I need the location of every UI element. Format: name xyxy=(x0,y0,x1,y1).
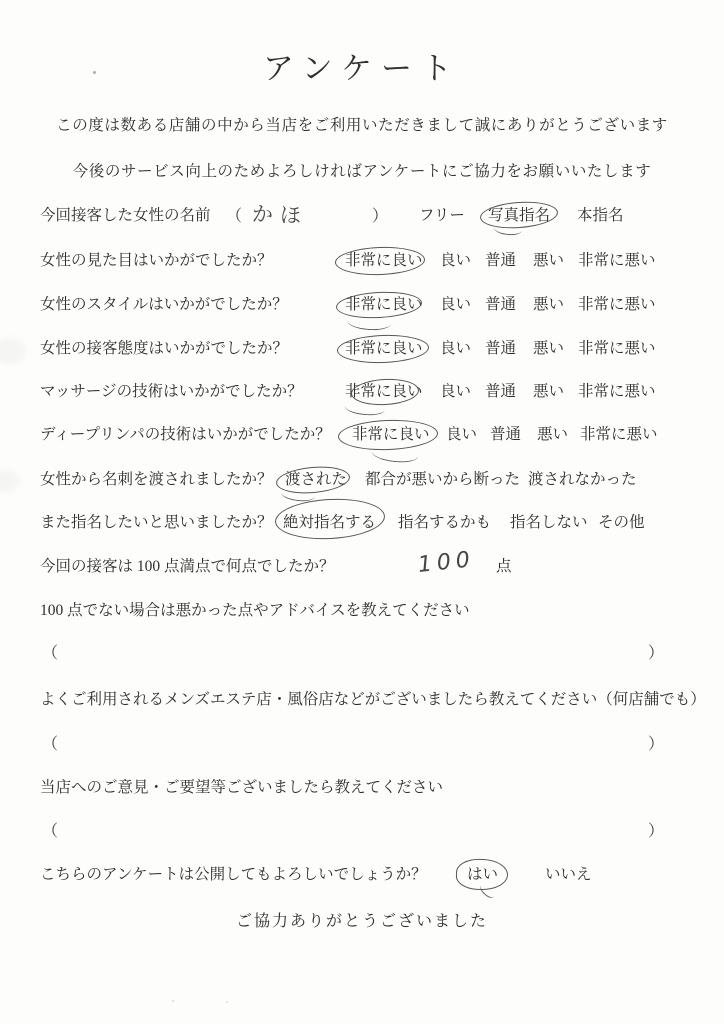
rating-question-label: 女性のスタイルはいかがでしたか？ xyxy=(40,296,288,313)
option-very-good xyxy=(345,383,423,402)
repeat-nomination-question-row xyxy=(0,514,724,540)
close-paren: ） xyxy=(372,208,389,225)
option-very-bad: 非常に悪い xyxy=(580,426,658,443)
handwritten-circle-tail xyxy=(280,486,315,503)
option-good: 良い xyxy=(446,426,478,443)
option-bad: 悪い xyxy=(533,296,565,313)
name-question-label: 今回接客した女性の名前 xyxy=(40,207,211,224)
option-not-received: 渡されなかった xyxy=(528,471,637,488)
option-very-bad: 非常に悪い xyxy=(578,296,656,313)
option-good: 良い xyxy=(440,383,472,400)
option-declined: 都合が悪いから断った xyxy=(365,471,521,488)
scan-artifact-dot xyxy=(226,1001,228,1003)
option-very-good xyxy=(345,340,423,359)
close-paren: ） xyxy=(648,645,665,662)
option-might-nominate: 指名するかも xyxy=(398,514,492,531)
handwritten-circle-tail xyxy=(344,399,385,416)
option-normal: 普通 xyxy=(485,383,517,400)
option-good: 良い xyxy=(440,340,472,357)
option-very-good-label: 非常に良い xyxy=(345,340,423,357)
open-paren: （ xyxy=(42,645,59,662)
option-normal: 普通 xyxy=(485,340,517,357)
rating-question-row xyxy=(0,383,724,409)
option-free: フリー xyxy=(419,207,465,224)
rating-question-row xyxy=(0,252,724,278)
handwritten-score: 100 xyxy=(416,547,477,578)
answer-field-other-shops xyxy=(0,735,724,759)
option-yes-label: はい xyxy=(467,866,499,883)
publish-question-label: こちらのアンケートは公開してもよろしいでしょうか？ xyxy=(40,866,427,883)
score-question-label: 今回の接客は 100 点満点で何点でしたか？ xyxy=(40,558,335,575)
rating-question-label: ディープリンパの技術はいかがでしたか？ xyxy=(40,426,331,443)
option-very-good-label: 非常に良い xyxy=(345,296,423,313)
option-received xyxy=(285,471,347,490)
option-very-bad: 非常に悪い xyxy=(578,340,656,357)
advice-question-label: 100 点でない場合は悪かった点やアドバイスを教えてください xyxy=(40,602,470,619)
option-very-good xyxy=(345,252,423,271)
handwritten-name: かほ xyxy=(251,202,309,228)
option-bad: 悪い xyxy=(533,383,565,400)
rating-question-label: マッサージの技術はいかがでしたか？ xyxy=(40,383,303,400)
option-wont-nominate: 指名しない xyxy=(510,514,588,531)
option-no: いいえ xyxy=(545,866,592,883)
option-definitely-nominate-label: 絶対指名する xyxy=(283,514,377,531)
rating-question-row xyxy=(0,296,724,322)
closing-message: ご協力ありがとうございました xyxy=(235,913,488,930)
option-bad: 悪い xyxy=(533,252,565,269)
option-very-good-label: 非常に良い xyxy=(345,252,423,269)
rating-question-row xyxy=(0,426,724,452)
option-very-good xyxy=(345,296,423,315)
option-bad: 悪い xyxy=(533,340,565,357)
business-card-question-row xyxy=(0,471,724,497)
option-very-bad: 非常に悪い xyxy=(578,252,656,269)
option-photo-nomination-label: 写真指名 xyxy=(488,207,551,224)
option-real-nomination: 本指名 xyxy=(577,207,624,224)
option-very-good-label: 非常に良い xyxy=(352,426,430,443)
close-paren: ） xyxy=(648,823,665,840)
name-question-row xyxy=(0,202,724,233)
option-very-bad: 非常に悪い xyxy=(578,383,656,400)
option-yes xyxy=(467,866,498,885)
handwritten-circle-tail xyxy=(346,312,391,331)
rating-question-label: 女性の接客態度はいかがでしたか？ xyxy=(40,340,289,357)
rating-question-label: 女性の見た目はいかがでしたか？ xyxy=(40,252,273,269)
handwritten-circle-tail xyxy=(371,444,418,465)
open-paren: （ xyxy=(42,823,59,840)
repeat-nomination-question-label: また指名したいと思いましたか？ xyxy=(40,514,273,531)
feedback-question-label: 当店へのご意見・ご要望等ございましたら教えてください xyxy=(40,779,444,796)
answer-field-advice xyxy=(0,644,724,668)
option-good: 良い xyxy=(440,296,472,313)
open-paren: （ xyxy=(226,208,243,225)
option-photo-nomination xyxy=(488,207,550,226)
option-very-good xyxy=(352,426,430,445)
close-paren: ） xyxy=(648,736,665,753)
open-paren: （ xyxy=(42,736,59,753)
option-good: 良い xyxy=(440,252,472,269)
intro-line-1: この度は数ある店舗の中から当店をご利用いただきまして誠にありがとうございます xyxy=(56,117,668,134)
option-very-good-label: 非常に良い xyxy=(345,383,423,400)
rating-question-row xyxy=(0,340,724,366)
option-definitely-nominate xyxy=(283,514,376,533)
publish-question-row xyxy=(0,866,724,894)
intro-line-2: 今後のサービス向上のためよろしければアンケートにご協力をお願いいたします xyxy=(72,163,652,180)
survey-title: アンケート xyxy=(262,51,462,86)
score-unit: 点 xyxy=(496,558,512,575)
answer-field-feedback xyxy=(0,822,724,846)
option-other: その他 xyxy=(598,514,645,531)
scan-artifact-dot xyxy=(172,1000,174,1002)
option-normal: 普通 xyxy=(485,296,517,313)
handwritten-circle-tail xyxy=(478,881,498,900)
option-bad: 悪い xyxy=(537,426,569,443)
option-normal: 普通 xyxy=(490,426,522,443)
other-shops-question-label: よくご利用されるメンズエステ店・風俗店などがございましたら教えてください（何店舗でも） xyxy=(40,691,706,708)
score-question-row xyxy=(0,547,724,588)
business-card-question-label: 女性から名刺を渡されましたか？ xyxy=(40,471,273,488)
option-received-label: 渡された xyxy=(285,471,348,488)
option-normal: 普通 xyxy=(485,252,517,269)
